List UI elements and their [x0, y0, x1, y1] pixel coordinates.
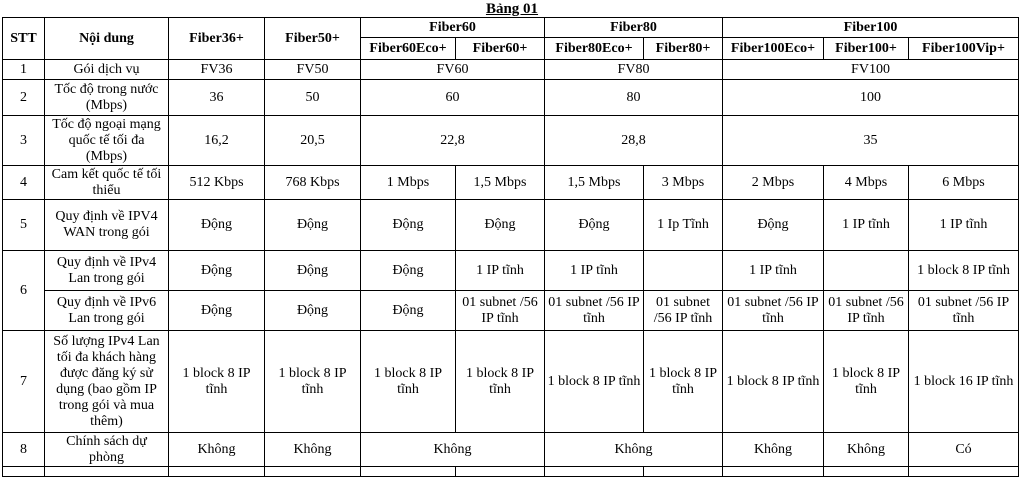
table-cell: Động	[265, 251, 361, 291]
row-number: 4	[3, 166, 45, 200]
table-cell	[723, 467, 824, 477]
header-fiber60plus: Fiber60+	[456, 38, 545, 60]
table-cell	[456, 467, 545, 477]
table-cell	[169, 467, 265, 477]
table-cell: 01 subnet /56 IP tĩnh	[723, 291, 824, 331]
table-cell	[545, 467, 644, 477]
table-cell: Động	[265, 291, 361, 331]
table-cell: 01 subnet /56 IP tĩnh	[456, 291, 545, 331]
row-label: Cam kết quốc tế tối thiểu	[45, 166, 169, 200]
table-cell: FV80	[545, 60, 723, 80]
table-cell: FV50	[265, 60, 361, 80]
table-cell: 35	[723, 116, 1019, 166]
row-number: 1	[3, 60, 45, 80]
header-fiber100plus: Fiber100+	[824, 38, 909, 60]
table-cell: 20,5	[265, 116, 361, 166]
table-cell: 1 IP tĩnh	[456, 251, 545, 291]
table-row	[3, 80, 1019, 116]
row-number: 5	[3, 200, 45, 251]
table-title: Bảng 01	[485, 1, 539, 17]
header-fiber60: Fiber60	[361, 18, 545, 38]
table-cell: 1 Ip Tĩnh	[644, 200, 723, 251]
table-cell: Không	[723, 433, 824, 467]
row-label: Quy định về IPV4 WAN trong gói	[45, 200, 169, 251]
header-fiber36: Fiber36+	[169, 18, 265, 60]
table-cell: 60	[361, 80, 545, 116]
table-cell: 1 IP tĩnh	[723, 251, 824, 291]
row-number: 6	[3, 251, 45, 331]
table-cell: 1 block 8 IP tĩnh	[723, 331, 824, 433]
table-cell: 1 IP tĩnh	[909, 200, 1019, 251]
table-cell	[824, 251, 909, 291]
table-cell: 1 block 8 IP tĩnh	[824, 331, 909, 433]
table-cell: 2 Mbps	[723, 166, 824, 200]
table-cell: 1 block 8 IP tĩnh	[265, 331, 361, 433]
row-label: Gói dịch vụ	[45, 60, 169, 80]
table-cell: Động	[723, 200, 824, 251]
table-cell: Không	[265, 433, 361, 467]
table-cell: Động	[265, 200, 361, 251]
table-cell: Động	[545, 200, 644, 251]
row-label: Quy định về IPv4 Lan trong gói	[45, 251, 169, 291]
table-cell: 1 block 8 IP tĩnh	[909, 251, 1019, 291]
header-stt: STT	[3, 18, 45, 60]
table-cell: 1 block 8 IP tĩnh	[456, 331, 545, 433]
header-fiber80eco: Fiber80Eco+	[545, 38, 644, 60]
header-fiber50: Fiber50+	[265, 18, 361, 60]
table-cell: 100	[723, 80, 1019, 116]
row-label: Tốc độ ngoại mạng quốc tế tối đa (Mbps)	[45, 116, 169, 166]
row-label: Quy định về IPv6 Lan trong gói	[45, 291, 169, 331]
table-cell: 1 Mbps	[361, 166, 456, 200]
table-cell	[3, 467, 45, 477]
table-cell: 3 Mbps	[644, 166, 723, 200]
table-cell: FV60	[361, 60, 545, 80]
header-content: Nội dung	[45, 18, 169, 60]
table-cell: 36	[169, 80, 265, 116]
table-cell: Không	[361, 433, 545, 467]
table-cell: Động	[361, 251, 456, 291]
table-cell	[361, 467, 456, 477]
table-cell: 80	[545, 80, 723, 116]
row-number: 8	[3, 433, 45, 467]
table-row	[3, 291, 1019, 331]
table-cell: Động	[361, 200, 456, 251]
table-cell: Không	[169, 433, 265, 467]
table-cell	[45, 467, 169, 477]
table-cell: 01 subnet /56 IP tĩnh	[545, 291, 644, 331]
table-cell	[265, 467, 361, 477]
table-cell: 01 subnet /56 IP tĩnh	[644, 291, 723, 331]
row-label: Tốc độ trong nước (Mbps)	[45, 80, 169, 116]
table-cell: Không	[824, 433, 909, 467]
header-fiber60eco: Fiber60Eco+	[361, 38, 456, 60]
row-label: Số lượng IPv4 Lan tối đa khách hàng được đăng ký sử dụng (bao gồm IP trong gói và mua thêm)	[45, 331, 169, 433]
service-table	[2, 17, 1019, 477]
table-cell: Động	[361, 291, 456, 331]
table-cell: Không	[545, 433, 723, 467]
header-fiber80plus: Fiber80+	[644, 38, 723, 60]
table-row	[3, 467, 1019, 477]
table-row	[3, 116, 1019, 166]
row-label: Chính sách dự phòng	[45, 433, 169, 467]
table-cell: Động	[456, 200, 545, 251]
row-number: 3	[3, 116, 45, 166]
header-fiber80: Fiber80	[545, 18, 723, 38]
table-row	[3, 433, 1019, 467]
table-cell: Động	[169, 291, 265, 331]
table-cell: 50	[265, 80, 361, 116]
table-row	[3, 166, 1019, 200]
table-cell: 4 Mbps	[824, 166, 909, 200]
table-cell: 1 block 8 IP tĩnh	[545, 331, 644, 433]
table-cell	[824, 467, 909, 477]
table-cell: 16,2	[169, 116, 265, 166]
header-row-1	[3, 18, 1019, 38]
table-row	[3, 331, 1019, 433]
table-cell: 01 subnet /56 IP tĩnh	[824, 291, 909, 331]
table-cell: 512 Kbps	[169, 166, 265, 200]
table-cell: 1 block 8 IP tĩnh	[169, 331, 265, 433]
table-cell: 1 block 16 IP tĩnh	[909, 331, 1019, 433]
table-cell: 28,8	[545, 116, 723, 166]
table-cell: 22,8	[361, 116, 545, 166]
table-cell: 768 Kbps	[265, 166, 361, 200]
header-fiber100eco: Fiber100Eco+	[723, 38, 824, 60]
table-cell: FV36	[169, 60, 265, 80]
table-cell: 1,5 Mbps	[456, 166, 545, 200]
table-cell: 1 IP tĩnh	[824, 200, 909, 251]
table-cell: Có	[909, 433, 1019, 467]
table-cell	[909, 467, 1019, 477]
table-cell: FV100	[723, 60, 1019, 80]
row-number: 2	[3, 80, 45, 116]
header-fiber100: Fiber100	[723, 18, 1019, 38]
table-row	[3, 251, 1019, 291]
table-cell: 1 block 8 IP tĩnh	[644, 331, 723, 433]
table-cell	[644, 467, 723, 477]
row-number: 7	[3, 331, 45, 433]
table-cell: 1 block 8 IP tĩnh	[361, 331, 456, 433]
table-cell	[644, 251, 723, 291]
table-cell: 6 Mbps	[909, 166, 1019, 200]
table-cell: Động	[169, 200, 265, 251]
table-row	[3, 200, 1019, 251]
table-cell: 1,5 Mbps	[545, 166, 644, 200]
table-cell: 1 IP tĩnh	[545, 251, 644, 291]
table-cell: 01 subnet /56 IP tĩnh	[909, 291, 1019, 331]
table-row	[3, 60, 1019, 80]
table-cell: Động	[169, 251, 265, 291]
header-fiber100vip: Fiber100Vip+	[909, 38, 1019, 60]
